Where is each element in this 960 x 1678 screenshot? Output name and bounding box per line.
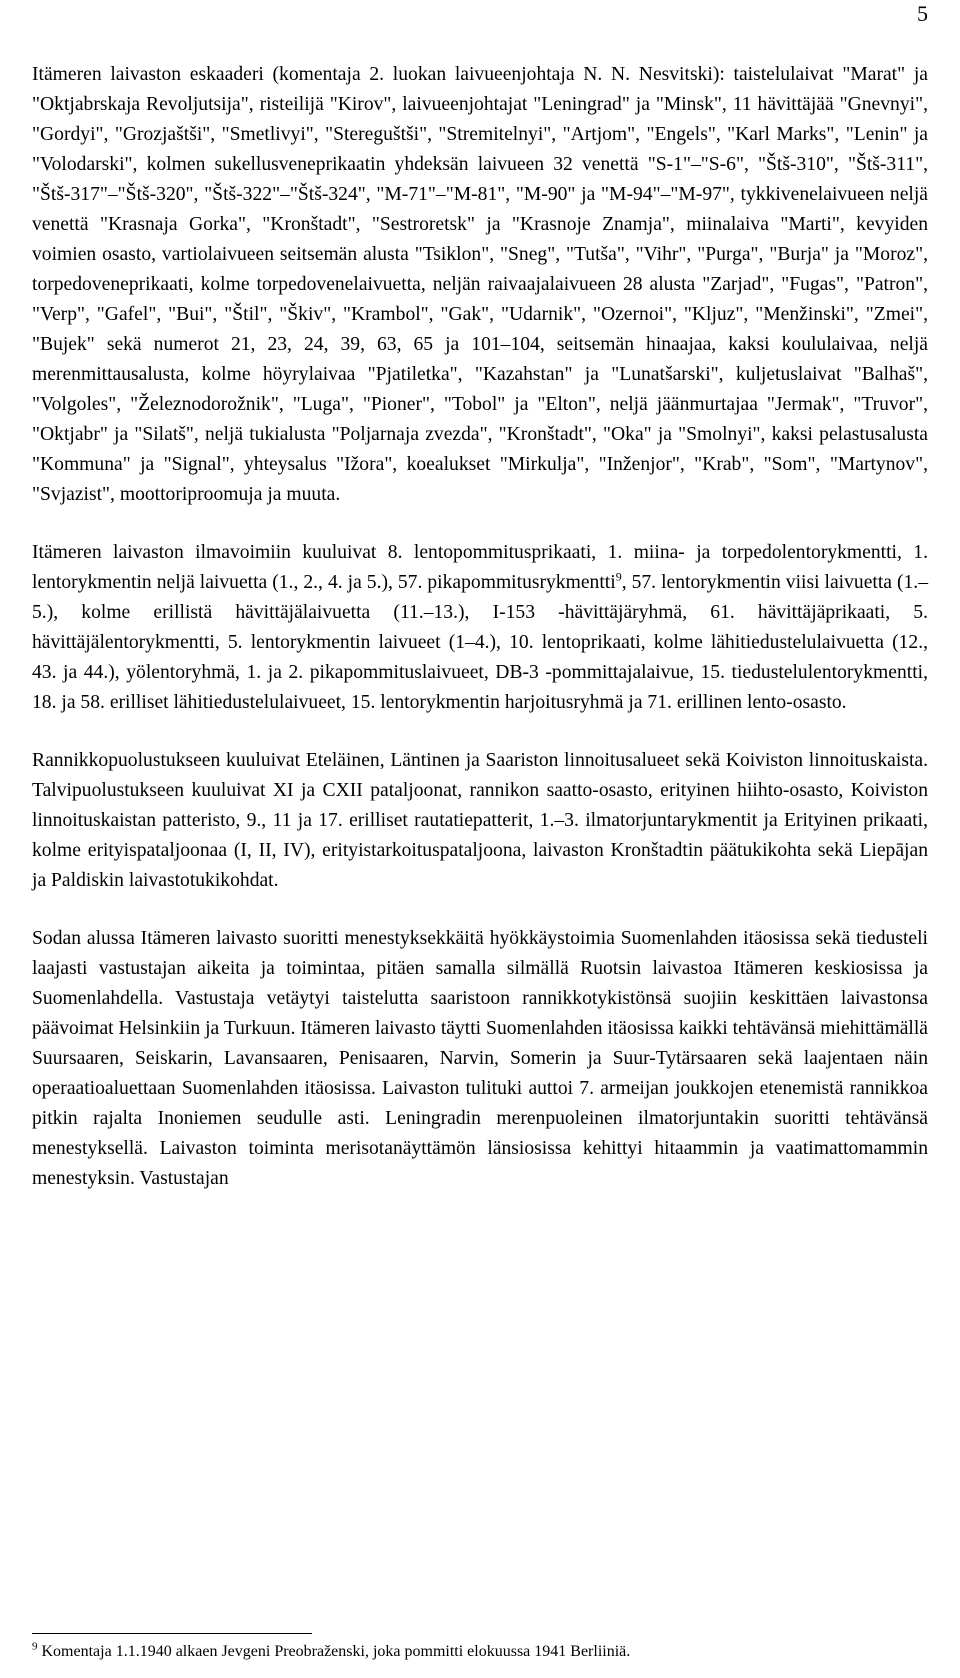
paragraph-coastal-defence: Rannikkopuolustukseen kuuluivat Eteläinen, Läntinen ja Saariston linnoitusalueet sekä Koiviston linnoituskaista. Talvipuolustukseen kuuluivat XI ja CXII pataljoonat, rannikon saatto-osasto, erityinen hiihto-osasto, Koiviston linnoituskaistan patteristo, 9., 11 ja 17. erilliset rautatiepatterit, 1.–3. ilmatorjuntarykmentit ja Erityinen prikaati, kolme erityispataljoonaa (I, II, IV), erityistarkoituspataljoona, laivaston Kronštadtin päätukikohta sekä Liepājan ja Paldiskin laivastotukikohdat. (32, 750, 928, 891)
air-force-text-start: Itämeren laivaston ilmavoimiin kuuluivat 8. lentopommitusprikaati, 1. miina- ja torpedolentorykmentti, 1. lentorykmentin neljä laivuetta (1., 2., 4. ja 5.), 57. pikapommitusrykmentti (32, 542, 928, 593)
footnote-text: Komentaja 1.1.1940 alkaen Jevgeni Preobraženski, joka pommitti elokuussa 1941 Berliiniä. (37, 1643, 631, 1660)
paragraph-air-force (32, 538, 928, 718)
body-text (32, 60, 928, 1194)
paragraph-fleet-squadron: Itämeren laivaston eskaaderi (komentaja 2. luokan laivueenjohtaja N. N. Nesvitski): taistelulaivat "Marat" ja "Oktjabrskaja Revoljutsija", risteilijä "Kirov", laivueenjohtajat "Leningrad" ja "Minsk", 11 hävittäjää "Gnevnyi", "Gordyi", "Grozjaštši", "Smetlivyi", "Stereguštši", "Stremitelnyi", "Artjom", "Engels", "Karl Marks", "Lenin" ja "Volodarski", kolmen sukellusveneprikaatin yhdeksän laivueen 32 venettä "S-1"–"S-6", "Štš-310", "Štš-311", "Štš-317"–"Štš-320", "Štš-322"–"Štš-324", "M-71"–"M-81", "M-90" ja "M-94"–"M-97", tykkivenelaivueen neljä venettä "Krasnaja Gorka", "Kronštadt", "Sestroretsk" ja "Krasnoje Znamja", miinalaiva "Marti", kevyiden voimien osasto, vartiolaivueen seitsemän alusta "Tsiklon", "Sneg", "Tutša", "Vihr", "Purga", "Burja" ja "Moroz", torpedoveneprikaati, kolme torpedovenelaivuetta, neljän raivaajalaivueen 28 alusta "Zarjad", "Fugas", "Patron", "Verp", "Gafel", "Bui", "Štil", "Škiv", "Krambol", "Gak", "Udarnik", "Ozernoi", "Kljuz", "Menžinski", "Zmei", "Bujek" sekä numerot 21, 23, 24, 39, 63, 65 ja 101–104, seitsemän hinaajaa, kaksi koululaivaa, neljä merenmittausalusta, kolme höyrylaivaa "Pjatiletka", "Kazahstan" ja "Lunatšarski", kuljetuslaivat "Balhaš", "Volgoles", "Železnodorožnik", "Luga", "Pioner", "Tobol" ja "Elton", neljä jäänmurtajaa "Jermak", "Truvor", "Oktjabr" ja "Silatš", neljä tukialusta "Poljarnaja zvezda", "Kronštadt", "Oka" ja "Smolnyi", kaksi pelastusalusta "Kommuna" ja "Signal", yhteysalus "Ižora", koealukset "Mirkulja", "Inženjor", "Krab", "Som", "Martynov", "Svjazist", moottoriproomuja ja muuta. (32, 64, 928, 505)
air-force-text-end: , 57. lentorykmentin viisi laivuetta (1.–5.), kolme erillistä hävittäjälaivuetta (11.–13.), I-153 -hävittäjäryhmä, 61. hävittäjäprikaati, 5. hävittäjälentorykmentti, 5. lentorykmentin laivueet (1–4.), 10. lentoprikaati, kolme lähitiedustelulaivuetta (12., 43. ja 44.), yölentoryhmä, 1. ja 2. pikapommituslaivueet, DB-3 -pommittajalaivue, 15. tiedustelulentorykmentti, 18. ja 58. erilliset lähitiedustelulaivueet, 15. lentorykmentin harjoitusryhmä ja 71. erillinen lento-osasto. (32, 572, 929, 713)
footnote-separator (32, 1633, 312, 1634)
footnote (32, 1640, 928, 1664)
paragraph-war-start: Sodan alussa Itämeren laivasto suoritti menestyksekkäitä hyökkäystoimia Suomenlahden itäosissa sekä tiedusteli laajasti vastustajan aikeita ja toimintaa, pitäen samalla silmällä Ruotsin laivastoa Itämeren keskiosissa ja Suomenlahdella. Vastustaja vetäytyi taistelutta saaristoon rannikkotykistönsä suojiin keskittäen laivastonsa päävoimat Helsinkiin ja Turkuun. Itämeren laivasto täytti Suomenlahden itäosissa kaikki tehtävänsä miehittämällä Suursaaren, Seiskarin, Lavansaaren, Penisaaren, Narvin, Somerin ja Suur-Tytärsaaren sekä laajentaen näin operaatioaluettaan Suomenlahden itäosissa. Laivaston tulituki auttoi 7. armeijan joukkojen etenemistä rannikkoa pitkin rajalta Inoniemen seudulle asti. Leningradin merenpuoleinen ilmatorjuntakin suoritti tehtävänsä menestyksellä. Laivaston toiminta merisotanäyttämön länsiosissa kehittyi hitaammin ja vaatimattomammin menestyksin. Vastustajan (32, 928, 928, 1189)
footnote-marker: 9 (32, 1640, 38, 1653)
footnote-reference: 9 (615, 569, 622, 584)
page-number: 5 (917, 1, 928, 26)
